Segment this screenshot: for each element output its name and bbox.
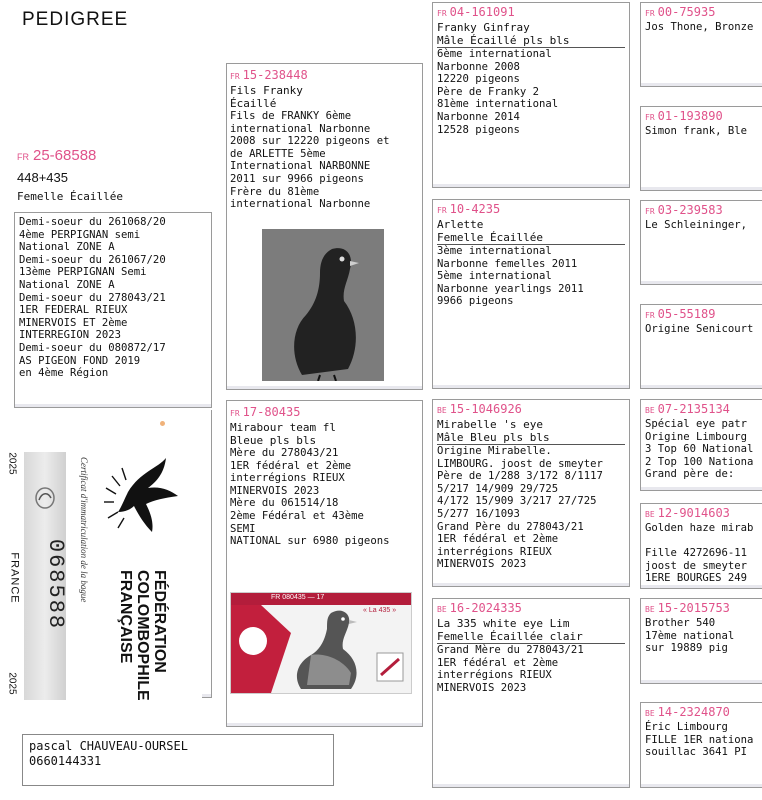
ggp-1-description: Jos Thone, Bronze [645,21,754,33]
dam-dam-ring: BE 16-2024335 [437,601,522,615]
ggp-4-description: Origine Senicourt [645,323,754,335]
ggp-5-description: Spécial eye patr Origine Limbourg 3 Top 60 National 2 Top 100 Nationa Grand père de: [645,418,754,481]
ring-card-number: 068588 [43,538,69,631]
sire-sire-description: 6ème international Narbonne 2008 12220 pigeons Père de Franky 2 81ème international Narbonne 2014 12528 pigeons [437,48,559,136]
page-title: PEDIGREE [22,9,129,30]
subject-notes-box [14,212,212,408]
ring-card-frame [202,410,212,698]
sire-ring-country: FR [230,72,240,81]
ring-card-year-top: 2025 [6,452,18,475]
ggp-8-description: Éric Limbourg FILLE 1ER nationa souillac 3641 PI [645,721,754,759]
dam-ring-country: FR [230,409,240,418]
sire-ring [230,68,419,84]
owner-phone: 0660144331 [29,754,102,768]
dam-photo-tag: « La 435 » [363,607,397,614]
dam-dam-color: Femelle Écaillée clair [437,630,625,644]
sire-dam-name: Arlette [437,218,484,231]
sire-box [226,63,423,390]
ring-card-strip [24,452,69,700]
sire-ring-number: 15-238448 [242,68,308,82]
ggp-box-2 [640,106,762,191]
ggp-box-5 [640,399,762,491]
ggp-box-4 [640,304,762,389]
dam-ring [230,405,419,421]
decorative-dot [160,421,165,426]
ring-certificate-card [6,452,202,701]
dam-ring-number: 17-80435 [242,405,301,419]
sire-name: Fils Franky [230,84,303,97]
dam-color: Bleue pls bls [230,434,317,447]
subject-ring-country: FR [17,152,29,162]
ggp-1-ring: FR 00-75935 [645,5,716,19]
owner-name: pascal CHAUVEAU-OURSEL [29,739,188,753]
subject-notes: Demi-soeur du 261068/20 4ème PERPIGNAN semi National ZONE A Demi-soeur du 261067/20 13ème PERPIGNAN Semi National ZONE A Demi-soeur du 278043/21 1ER FEDERAL RIEUX MINERVOIS ET 2ème INTERREGION 2023 Demi-soeur du 080872/17 AS PIGEON FOND 2019 en 4ème Région [19,216,166,380]
sire-sire-ring: FR 04-161091 [437,5,515,19]
ring-card-country: FRANCE [8,552,21,604]
ggp-3-description: Le Schleininger, [645,219,748,231]
ggp-box-6 [640,503,762,589]
sire-color: Écaillé [230,97,277,110]
dam-sire-description: Origine Mirabelle. LIMBOURG. joost de smeyter Père de 1/288 3/172 8/1117 5/217 14/909 29/725 4/172 15/909 3/217 27/725 5/277 16/1093 Grand Père du 278043/21 1ER fédéral et 2ème interrégions RIEUX MINERVOIS 2023 [437,445,603,571]
sire-sire-name: Franky Ginfray [437,21,530,34]
ggp-box-1 [640,2,762,87]
ggp-box-7 [640,598,762,684]
sire-dam-ring: FR 10-4235 [437,202,501,216]
dam-name: Mirabour team fl [230,421,336,434]
sire-dam-color: Femelle Écaillée [437,231,625,245]
dam-sire-ring: BE 15-1046926 [437,402,522,416]
sire-sire-color: Mâle Écaillé pls bls [437,34,625,48]
owner-box [22,734,334,786]
dam-dam-name: La 335 white eye Lim [437,617,570,630]
ggp-4-ring: FR 05-55189 [645,307,716,321]
ggp-2-ring: FR 01-193890 [645,109,723,123]
ring-card-certificate-text: Certificat d'immatriculation de la bague [79,457,89,603]
dam-photo-ring: FR 080435 — 17 [271,594,325,601]
ggp-6-ring: BE 12-9014603 [645,506,730,520]
dam-sire-name: Mirabelle 's eye [437,418,543,431]
ggp-7-description: Brother 540 17ème national sur 19889 pig [645,617,735,655]
ggp-3-ring: FR 03-239583 [645,203,723,217]
dam-sire-color: Mâle Bleu pls bls [437,431,625,445]
ring-card-year-bottom: 2025 [6,672,18,695]
sire-photo [262,229,384,381]
ggp-box-8 [640,702,762,788]
dam-photo [230,592,412,694]
federation-name: FÉDÉRATION COLOMBOPHILE FRANÇAISE [117,570,168,701]
sire-dam-box [432,199,630,389]
sire-description: Fils de FRANKY 6ème international Narbonne 2008 sur 12220 pigeons et de ARLETTE 5ème International NARBONNE 2011 sur 9966 pigeons Frère du 81ème international Narbonne [230,110,390,211]
subject-ring [17,147,96,164]
ring-card-small-logo [33,482,57,512]
dam-description: Mère du 278043/21 1ER fédéral et 2ème interrégions RIEUX MINERVOIS 2023 Mère du 061514/18 2ème Fédéral et 43ème SEMI NATIONAL sur 6980 pigeons [230,447,390,548]
federation-pigeon-logo-icon [100,452,190,542]
ggp-2-description: Simon frank, Ble [645,125,748,137]
ggp-7-ring: BE 15-2015753 [645,601,730,615]
subject-code: 448+435 [17,170,68,185]
dam-box [226,400,423,727]
ggp-6-description: Golden haze mirab Fille 4272696-11 joost de smeyter 1ERE BOURGES 249 [645,522,754,585]
sire-sire-box [432,2,630,188]
dam-pigeon-image [231,593,411,693]
ggp-8-ring: BE 14-2324870 [645,705,730,719]
dam-sire-box [432,399,630,587]
subject-sex: Femelle Écaillée [17,190,123,203]
ggp-box-3 [640,200,762,285]
dam-dam-description: Grand Mère du 278043/21 1ER fédéral et 2ème interrégions RIEUX MINERVOIS 2023 [437,644,584,694]
subject-ring-number: 25-68588 [33,147,97,164]
sire-dam-description: 3ème international Narbonne femelles 2011 5ème international Narbonne yearlings 2011 9966 pigeons [437,245,584,308]
dam-dam-box [432,598,630,788]
ggp-5-ring: BE 07-2135134 [645,402,730,416]
